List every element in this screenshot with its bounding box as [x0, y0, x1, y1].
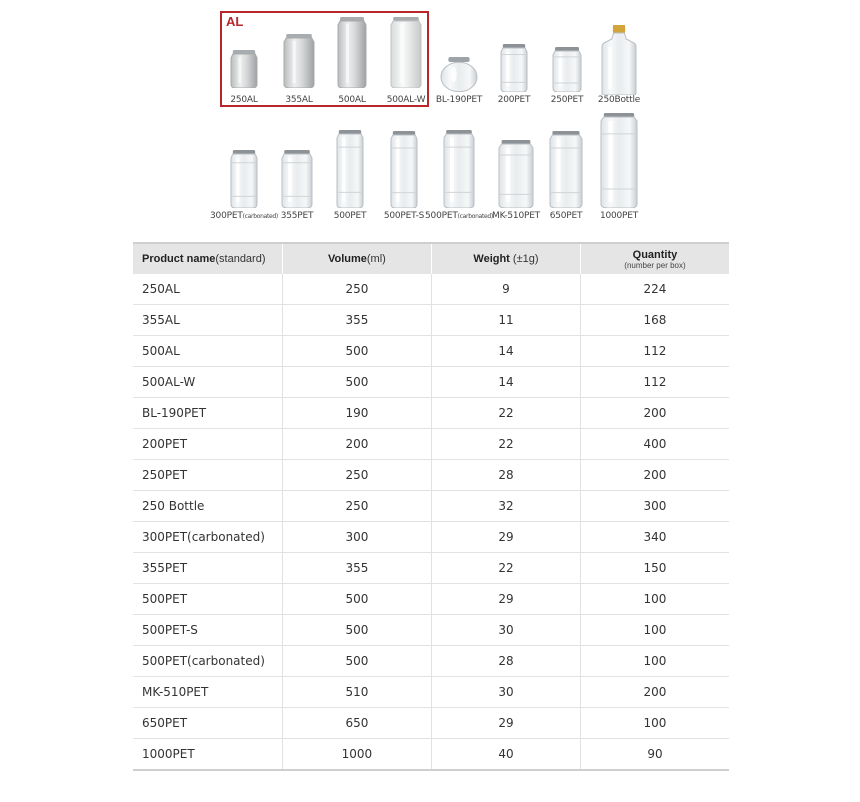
table-row: [133, 460, 729, 491]
table-row: [133, 522, 729, 553]
al-group-label: AL: [226, 14, 244, 29]
cell-weight: 14: [431, 367, 580, 398]
product-label-500pet-carbonated: 500PET(carbonated): [425, 211, 493, 221]
product-image-1000pet: [600, 113, 638, 208]
table-row: [133, 615, 729, 646]
cell-quantity: 168: [580, 305, 729, 336]
product-image-500al: [337, 17, 367, 88]
cell-quantity: 200: [580, 677, 729, 708]
cell-volume: 650: [282, 708, 431, 739]
cell-volume: 500: [282, 584, 431, 615]
cell-weight: 9: [431, 274, 580, 305]
product-image-250bottle: [601, 25, 637, 95]
cell-quantity: 100: [580, 584, 729, 615]
cell-weight: 28: [431, 646, 580, 677]
table-row: [133, 305, 729, 336]
cell-quantity: 100: [580, 708, 729, 739]
product-label-650pet: 650PET: [549, 211, 583, 221]
product-label-bl-190pet: BL-190PET: [435, 95, 483, 105]
cell-quantity: 400: [580, 429, 729, 460]
spec-table: [133, 242, 729, 771]
cell-volume: 355: [282, 553, 431, 584]
cell-weight: 30: [431, 615, 580, 646]
header-quantity: Quantity (number per box): [580, 243, 729, 274]
cell-volume: 190: [282, 398, 431, 429]
cell-name: 1000PET: [133, 739, 282, 771]
cell-name: 250PET: [133, 460, 282, 491]
cell-quantity: 200: [580, 398, 729, 429]
cell-quantity: 100: [580, 615, 729, 646]
product-label-355al: 355AL: [285, 95, 313, 105]
cell-name: MK-510PET: [133, 677, 282, 708]
product-image-mk-510pet: [498, 140, 534, 208]
cell-weight: 14: [431, 336, 580, 367]
product-image-500pet-carbonated: [443, 130, 475, 208]
product-image-300pet-carbonated: [230, 150, 258, 208]
cell-volume: 200: [282, 429, 431, 460]
cell-weight: 29: [431, 584, 580, 615]
cell-weight: 22: [431, 429, 580, 460]
cell-volume: 250: [282, 274, 431, 305]
table-row: [133, 491, 729, 522]
cell-volume: 500: [282, 336, 431, 367]
table-row: [133, 336, 729, 367]
cell-quantity: 340: [580, 522, 729, 553]
table-row: [133, 708, 729, 739]
table-header-row: [133, 243, 729, 274]
cell-volume: 300: [282, 522, 431, 553]
cell-name: 355AL: [133, 305, 282, 336]
table-row: [133, 584, 729, 615]
cell-volume: 250: [282, 491, 431, 522]
table-body: [133, 274, 729, 770]
product-label-500al: 500AL: [338, 95, 366, 105]
table-row: [133, 553, 729, 584]
table-row: [133, 429, 729, 460]
cell-weight: 22: [431, 553, 580, 584]
product-image-bl-190pet: [440, 57, 478, 92]
cell-name: 355PET: [133, 553, 282, 584]
cell-volume: 510: [282, 677, 431, 708]
product-image-355pet: [281, 150, 313, 208]
cell-quantity: 112: [580, 367, 729, 398]
cell-name: 300PET(carbonated): [133, 522, 282, 553]
cell-name: 200PET: [133, 429, 282, 460]
cell-name: 650PET: [133, 708, 282, 739]
cell-weight: 40: [431, 739, 580, 771]
cell-weight: 28: [431, 460, 580, 491]
product-label-250al: 250AL: [230, 95, 258, 105]
cell-volume: 1000: [282, 739, 431, 771]
cell-name: BL-190PET: [133, 398, 282, 429]
cell-name: 500PET-S: [133, 615, 282, 646]
header-weight: Weight (±1g): [431, 243, 580, 274]
cell-volume: 500: [282, 615, 431, 646]
cell-name: 250AL: [142, 282, 180, 296]
cell-weight: 11: [431, 305, 580, 336]
product-image-250al: [230, 50, 258, 88]
table-row: [133, 367, 729, 398]
cell-weight: 30: [431, 677, 580, 708]
cell-name: 250 Bottle: [133, 491, 282, 522]
cell-name: 500PET(carbonated): [133, 646, 282, 677]
cell-quantity: 150: [580, 553, 729, 584]
product-label-200pet: 200PET: [497, 95, 531, 105]
cell-name: 500AL-W: [133, 367, 282, 398]
cell-weight: 22: [431, 398, 580, 429]
cell-quantity: 90: [580, 739, 729, 771]
cell-quantity: 100: [580, 646, 729, 677]
product-image-500pet: [336, 130, 364, 208]
product-label-mk-510pet: MK-510PET: [492, 211, 540, 221]
product-label-500pet-s: 500PET-S: [383, 211, 425, 221]
cell-weight: 29: [431, 522, 580, 553]
cell-weight: 32: [431, 491, 580, 522]
cell-volume: 500: [282, 646, 431, 677]
product-image-250pet: [552, 47, 582, 92]
table-row: [133, 398, 729, 429]
cell-volume: 500: [282, 367, 431, 398]
cell-volume: 250: [282, 460, 431, 491]
product-image-355al: [283, 34, 315, 88]
header-volume: Volume(ml): [282, 243, 431, 274]
table-row: [133, 274, 729, 305]
product-image-650pet: [549, 131, 583, 208]
product-label-300pet-carbonated: 300PET(carbonated): [210, 211, 278, 221]
product-label-250pet: 250PET: [550, 95, 584, 105]
cell-quantity: 112: [580, 336, 729, 367]
product-label-355pet: 355PET: [280, 211, 314, 221]
cell-quantity: 224: [580, 274, 729, 305]
product-image-200pet: [500, 44, 528, 92]
cell-quantity: 300: [580, 491, 729, 522]
cell-quantity: 200: [580, 460, 729, 491]
cell-weight: 29: [431, 708, 580, 739]
cell-name: 500AL: [133, 336, 282, 367]
header-product: Product name(standard): [133, 243, 282, 274]
table-row: [133, 677, 729, 708]
table-row: [133, 739, 729, 771]
cell-name: 500PET: [133, 584, 282, 615]
product-image-500al-w: [390, 17, 422, 88]
product-label-1000pet: 1000PET: [599, 211, 639, 221]
product-label-500pet: 500PET: [333, 211, 367, 221]
product-label-250bottle: 250Bottle: [597, 95, 641, 105]
product-image-500pet-s: [390, 131, 418, 208]
cell-volume: 355: [282, 305, 431, 336]
table-row: [133, 646, 729, 677]
product-label-500al-w: 500AL-W: [386, 95, 426, 105]
